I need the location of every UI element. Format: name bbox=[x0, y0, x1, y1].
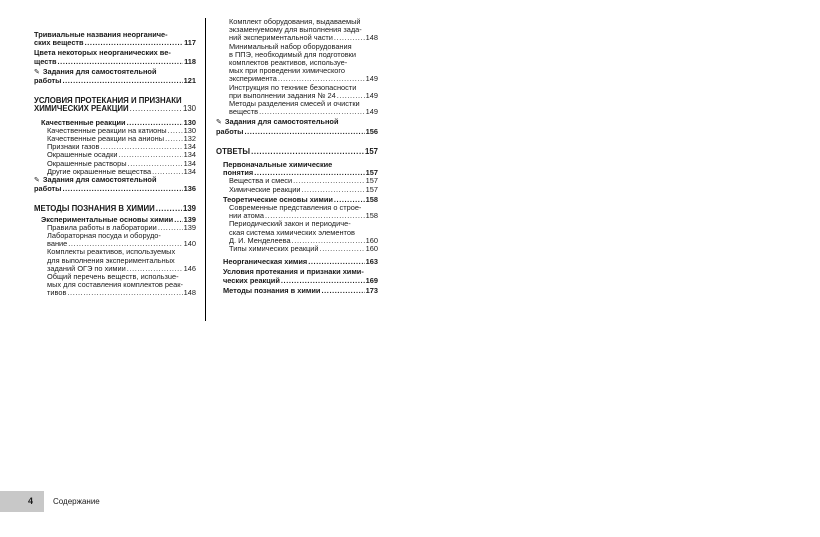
page-number: 134 bbox=[183, 159, 196, 168]
toc-entry[interactable]: Методы познания в химии ..... 173 bbox=[216, 287, 378, 295]
toc-entry[interactable]: Минимальный набор оборудования в ППЭ, необходимый для подготовки комплектов реактивов, используе- мых при проведении химического эксперимента ..... 149 bbox=[216, 43, 378, 84]
toc-section[interactable]: ОТВЕТЫ ..... 157 bbox=[216, 148, 378, 156]
column-divider bbox=[205, 18, 206, 321]
page-number: 157 bbox=[365, 169, 378, 178]
pencil-icon: ✎ bbox=[216, 119, 222, 127]
page-number: 157 bbox=[364, 147, 378, 156]
toc-right-column bbox=[216, 18, 378, 295]
page-number: 130 bbox=[183, 126, 196, 135]
toc-entry[interactable]: Вещества и смеси ..... 157 bbox=[216, 177, 378, 185]
toc-entry[interactable]: Лабораторная посуда и оборудо- вание ..... 140 bbox=[34, 232, 196, 248]
page-number: 149 bbox=[365, 108, 378, 117]
page-number: 156 bbox=[365, 127, 378, 136]
page-number: 160 bbox=[365, 236, 378, 245]
toc-entry-assignments[interactable]: ✎ Задания для самостоятельной работы ..... 156 bbox=[216, 118, 378, 135]
toc-entry[interactable]: Теоретические основы химии ..... 158 bbox=[216, 196, 378, 204]
toc-entry[interactable]: Типы химических реакций ..... 160 bbox=[216, 245, 378, 253]
toc-entry[interactable]: Качественные реакции на анионы ..... 132 bbox=[34, 135, 196, 143]
page-number: 163 bbox=[365, 258, 378, 267]
page-number: 130 bbox=[183, 118, 196, 127]
toc-entry[interactable]: Общий перечень веществ, использue- мых для составления комплектов реак- тивов ..... 148 bbox=[34, 273, 196, 298]
toc-entry[interactable]: Химические реакции ..... 157 bbox=[216, 186, 378, 194]
toc-entry[interactable]: Тривиальные названия неорганиче- ских веществ ..... 117 bbox=[34, 31, 196, 47]
page-number: 160 bbox=[365, 245, 378, 254]
toc-entry[interactable]: Методы разделения смесей и очистки веществ ..... 149 bbox=[216, 100, 378, 116]
page-number: 130 bbox=[182, 105, 196, 114]
page-number: 157 bbox=[365, 177, 378, 186]
page-number: 134 bbox=[183, 167, 196, 176]
toc-entry[interactable]: Окрашенные осадки ..... 134 bbox=[34, 151, 196, 159]
toc-section[interactable]: УСЛОВИЯ ПРОТЕКАНИЯ И ПРИЗНАКИ ХИМИЧЕСКИХ РЕАКЦИЙ ..... 130 bbox=[34, 97, 196, 113]
page-number: 146 bbox=[183, 264, 196, 273]
toc-entry[interactable]: Другие окрашенные вещества ..... 134 bbox=[34, 168, 196, 176]
toc-entry[interactable]: Цвета некоторых неорганических ве- ществ ..... 118 bbox=[34, 49, 196, 65]
page-number: 134 bbox=[183, 143, 196, 152]
toc-entry[interactable]: Первоначальные химические понятия ..... 157 bbox=[216, 161, 378, 177]
pencil-icon: ✎ bbox=[34, 68, 40, 76]
pencil-icon: ✎ bbox=[34, 177, 40, 185]
toc-entry[interactable]: Условия протекания и признаки хими- ческих реакций ..... 169 bbox=[216, 268, 378, 284]
page-number: 158 bbox=[365, 212, 378, 221]
page-number: 117 bbox=[184, 39, 196, 48]
page-number: 148 bbox=[365, 34, 378, 43]
toc-entry[interactable]: Окрашенные растворы ..... 134 bbox=[34, 160, 196, 168]
page-number: 169 bbox=[365, 276, 378, 285]
page-number: 149 bbox=[365, 75, 378, 84]
page-number: 158 bbox=[365, 195, 378, 204]
page-number: 139 bbox=[183, 223, 196, 232]
page-number: 136 bbox=[183, 185, 196, 194]
toc-entry-assignments[interactable]: ✎ Задания для самостоятельной работы ..... 121 bbox=[34, 68, 196, 85]
page-number: 148 bbox=[183, 289, 196, 298]
toc-entry[interactable]: Современные представления о строе- нии атома ..... 158 bbox=[216, 204, 378, 220]
toc-entry[interactable]: Признаки газов ..... 134 bbox=[34, 143, 196, 151]
page-number: 132 bbox=[183, 135, 196, 144]
page-number: 139 bbox=[182, 205, 196, 214]
toc-entry[interactable]: Комплекты реактивов, используемых для выполнения экспериментальных заданий ОГЭ по химии ..... 146 bbox=[34, 248, 196, 273]
page-number: 173 bbox=[365, 286, 378, 295]
toc-section[interactable]: МЕТОДЫ ПОЗНАНИЯ В ХИМИИ ..... 139 bbox=[34, 205, 196, 213]
page-number-label: 4 bbox=[28, 496, 34, 506]
toc-entry[interactable]: Неорганическая химия ..... 163 bbox=[216, 258, 378, 266]
toc-entry[interactable]: Периодический закон и периодиче- ская система химических элементов Д. И. Менделеева ..... 160 bbox=[216, 220, 378, 245]
toc-entry[interactable]: Правила работы в лаборатории ..... 139 bbox=[34, 224, 196, 232]
page-number: 121 bbox=[183, 77, 196, 86]
running-title: Содержание bbox=[53, 497, 100, 506]
page-number: 139 bbox=[183, 215, 196, 224]
page-number: 149 bbox=[365, 91, 378, 100]
toc-entry[interactable]: Экспериментальные основы химии ..... 139 bbox=[34, 216, 196, 224]
toc-left-column bbox=[34, 31, 196, 298]
page-number-tab bbox=[0, 491, 44, 512]
page-number: 157 bbox=[365, 185, 378, 194]
toc-entry[interactable]: Комплект оборудования, выдаваемый экзаменуемому для выполнения зада- ний экспериментальной части ..... 148 bbox=[216, 18, 378, 43]
page-number: 118 bbox=[184, 57, 196, 66]
toc-entry[interactable]: Качественные реакции ..... 130 bbox=[34, 119, 196, 127]
page-number: 140 bbox=[183, 240, 196, 249]
toc-entry-assignments[interactable]: ✎ Задания для самостоятельной работы ..... 136 bbox=[34, 176, 196, 193]
toc-entry[interactable]: Инструкция по технике безопасности при выполнении задания № 24 ..... 149 bbox=[216, 84, 378, 100]
page-number: 134 bbox=[183, 151, 196, 160]
toc-entry[interactable]: Качественные реакции на катионы ..... 130 bbox=[34, 127, 196, 135]
